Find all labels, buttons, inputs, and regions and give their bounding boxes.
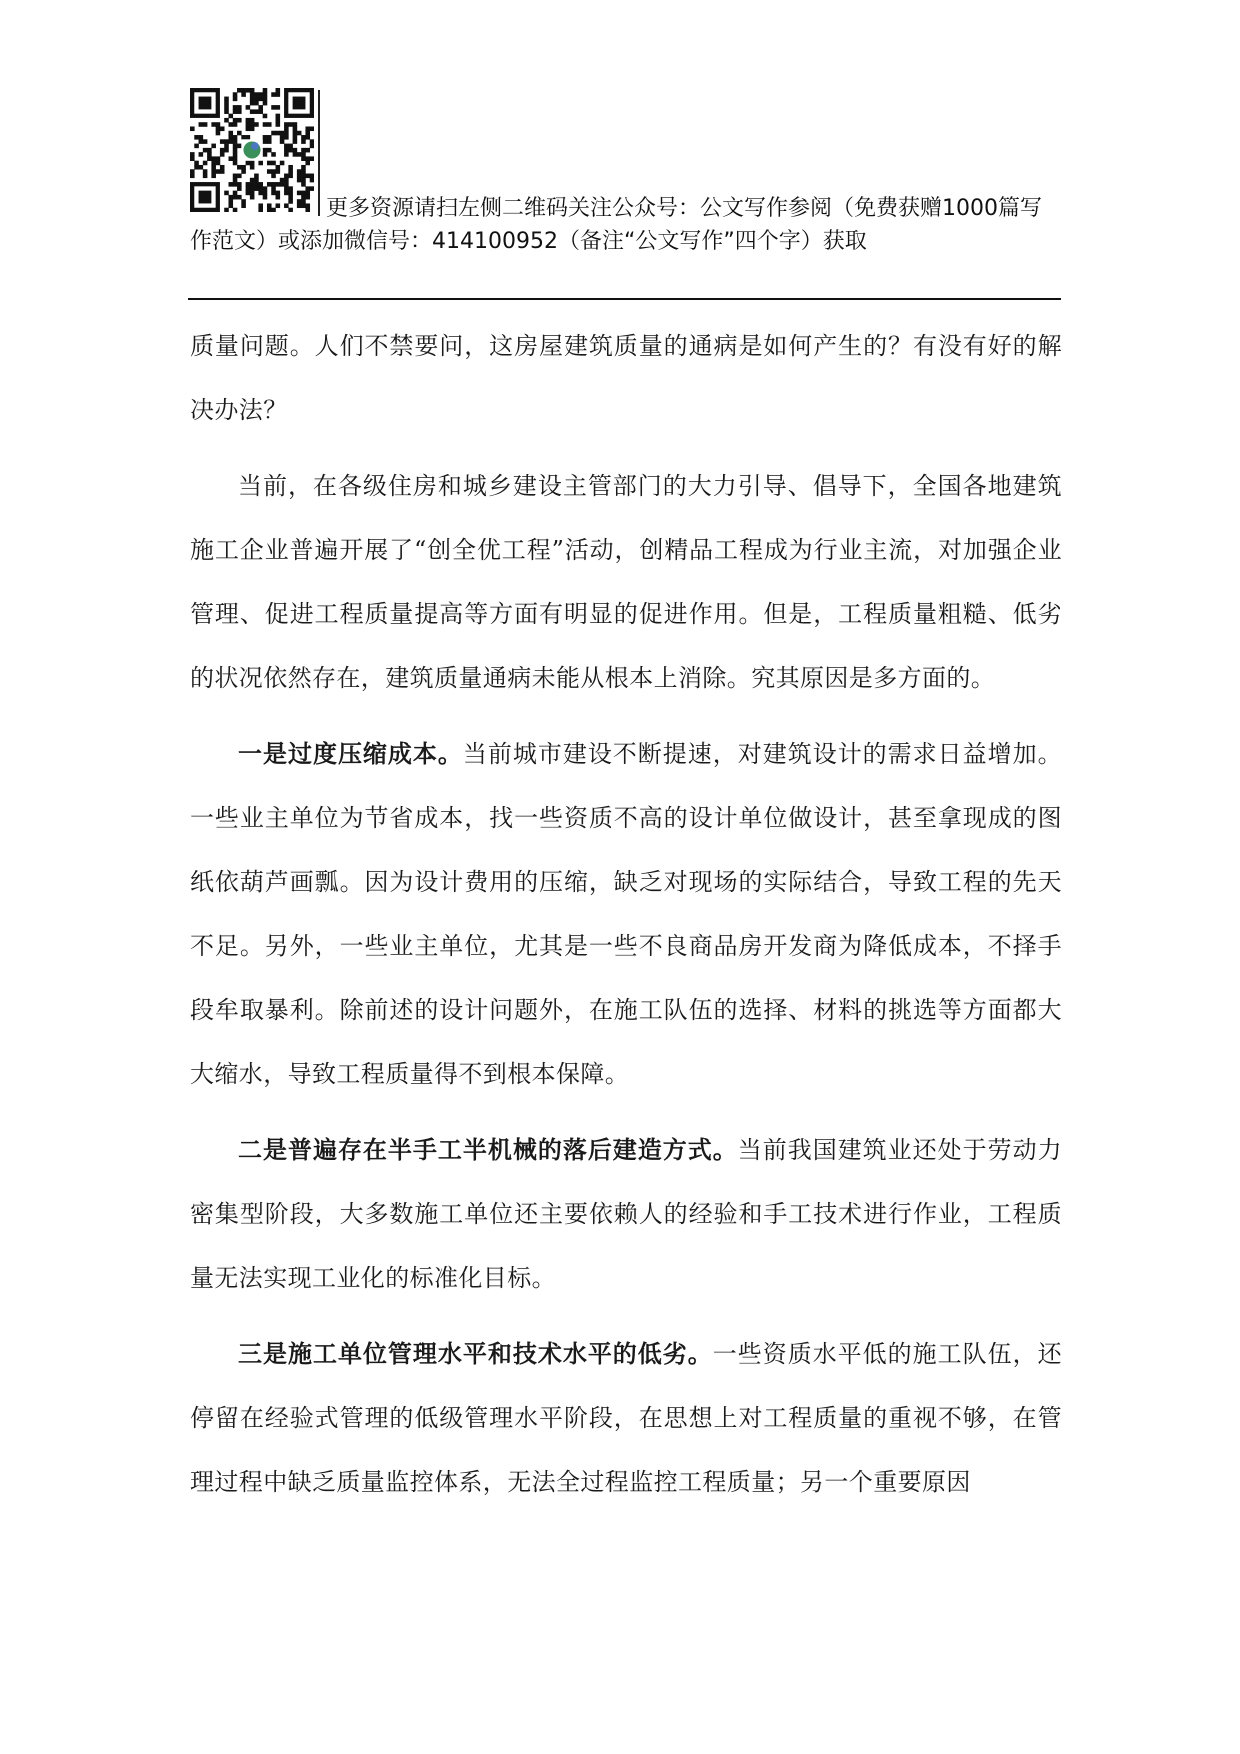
paragraph-4-text: 当前我国建筑业还处于劳动力密集型阶段，大多数施工单位还主要依赖人的经验和手工技术进行作业，工程质量无法实现工业化的标准化目标。 bbox=[190, 1136, 1062, 1292]
header-rule bbox=[188, 298, 1061, 300]
paragraph-3-lead: 一是过度压缩成本。 bbox=[238, 740, 463, 768]
paragraph-2: 当前，在各级住房和城乡建设主管部门的大力引导、倡导下，全国各地建筑施工企业普遍开展了“创全优工程”活动，创精品工程成为行业主流，对加强企业管理、促进工程质量提高等方面有明显的促进作用。但是，工程质量粗糙、低劣的状况依然存在，建筑质量通病未能从根本上消除。究其原因是多方面的。 bbox=[190, 472, 1062, 692]
paragraph-5-text: 一些资质水平低的施工队伍，还停留在经验式管理的低级管理水平阶段，在思想上对工程质量的重视不够，在管理过程中缺乏质量监控体系，无法全过程监控工程质量；另一个重要原因 bbox=[190, 1340, 1062, 1496]
paragraph-5 bbox=[190, 1322, 1062, 1514]
document-body bbox=[190, 314, 1062, 1514]
paragraph-4 bbox=[190, 1118, 1062, 1310]
paragraph-1: 质量问题。人们不禁要问，这房屋建筑质量的通病是如何产生的？有没有好的解决办法？ bbox=[190, 332, 1062, 424]
paragraph-5-lead: 三是施工单位管理水平和技术水平的低劣。 bbox=[238, 1340, 713, 1368]
paragraph-3-text: 当前城市建设不断提速，对建筑设计的需求日益增加。一些业主单位为节省成本，找一些资质不高的设计单位做设计，甚至拿现成的图纸依葫芦画瓢。因为设计费用的压缩，缺乏对现场的实际结合，导致工程的先天不足。另外，一些业主单位，尤其是一些不良商品房开发商为降低成本，不择手段牟取暴利。除前述的设计问题外，在施工队伍的选择、材料的挑选等方面都大大缩水，导致工程质量得不到根本保障。 bbox=[190, 740, 1062, 1088]
paragraph-4-lead: 二是普遍存在半手工半机械的落后建造方式。 bbox=[238, 1136, 738, 1164]
header-notice: 更多资源请扫左侧二维码关注公众号：公文写作参阅（免费获赠1000篇写作范文）或添加微信号：414100952（备注“公文写作”四个字）获取 bbox=[190, 196, 1042, 254]
paragraph-3 bbox=[190, 722, 1062, 1106]
